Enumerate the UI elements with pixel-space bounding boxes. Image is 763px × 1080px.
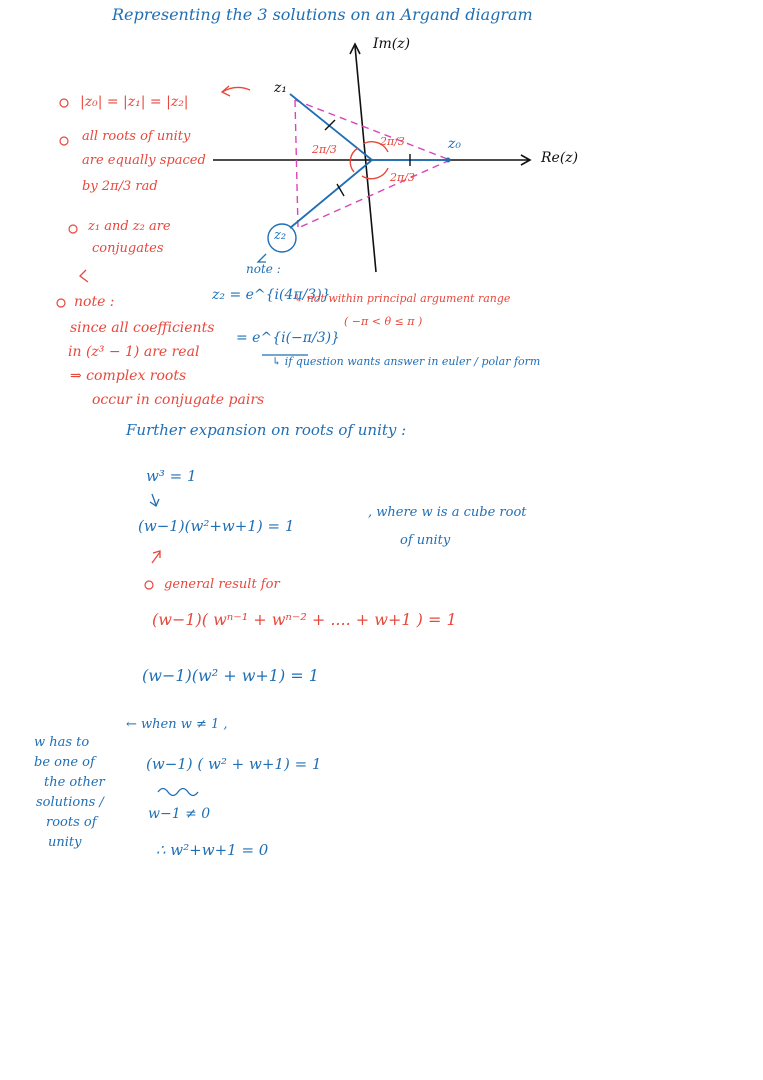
general-result-equation: (w−1)( wⁿ⁻¹ + wⁿ⁻² + .... + w+1 ) = 1 [152,610,457,629]
side-note-line-3: the other [44,775,105,790]
im-axis-label: Im(z) [373,36,411,52]
general-result-label: general result for [164,577,280,592]
z2-label: z₂ [274,228,287,243]
page-title: Representing the 3 solutions on an Argand diagram [112,5,533,24]
euler-form-note: ↳ if question wants answer in euler / polar form [272,355,541,368]
cube-root-note-line-1: , where w is a cube root [368,505,527,520]
conjugates-arrow [80,270,88,282]
angle-label-top: 2π/3 [380,135,405,148]
expansion-heading: Further expansion on roots of unity : [126,421,407,439]
radius-lines [290,94,448,228]
note-heading: note : [74,294,115,310]
middle-note-label: note : [246,262,281,276]
wavy-underline [158,789,198,796]
note-line-3: ⇒ complex roots [70,368,187,384]
equation-w-cubed: w³ = 1 [146,467,197,485]
note-arrow [258,254,266,262]
triangle-dashed [295,100,450,228]
conjugates-note-line-1: z₁ and z₂ are [88,219,171,234]
angle-label-left: 2π/3 [312,143,337,156]
spacing-note-line-2: are equally spaced [82,153,206,168]
when-w-not-one: ← when w ≠ 1 , [126,717,228,732]
spacing-note-line-3: by 2π/3 rad [82,179,158,194]
equation-factorised: (w−1)(w²+w+1) = 1 [138,517,295,535]
w-minus-one-nonzero: w−1 ≠ 0 [148,806,211,822]
z1-label: z₁ [274,80,287,96]
moduli-equal-note: |z₀| = |z₁| = |z₂| [80,94,189,110]
z2-principal-form: = e^{i(−π/3)} [236,330,340,346]
imaginary-axis [355,46,376,272]
z0-label: z₀ [448,136,461,152]
equation-condition: (w−1) ( w² + w+1) = 1 [146,755,322,773]
conjugates-note-line-2: conjugates [92,241,164,256]
cube-root-note-line-2: of unity [400,533,451,548]
final-equation: ∴ w²+w+1 = 0 [156,841,269,859]
spacing-note-line-1: all roots of unity [82,129,191,144]
note-line-2: in (z³ − 1) are real [68,344,200,360]
principal-range: ( −π < θ ≤ π ) [344,315,423,328]
angle-label-bottom: 2π/3 [390,171,415,184]
note-line-1: since all coefficients [70,320,215,336]
side-note-line-4: solutions / [36,795,104,810]
side-note-line-2: be one of [34,755,95,770]
not-principal-note: ↳ not within principal argument range [294,292,511,305]
equation-repeat: (w−1)(w² + w+1) = 1 [142,666,319,685]
side-note-line-5: roots of [46,815,97,830]
side-note-line-6: unity [48,835,82,850]
side-note-line-1: w has to [34,735,90,750]
z0-point [446,158,451,163]
re-axis-label: Re(z) [541,150,579,166]
z2-exponential: z₂ = e^{i(4π/3)} [212,287,331,303]
note-line-4: occur in conjugate pairs [92,392,265,408]
